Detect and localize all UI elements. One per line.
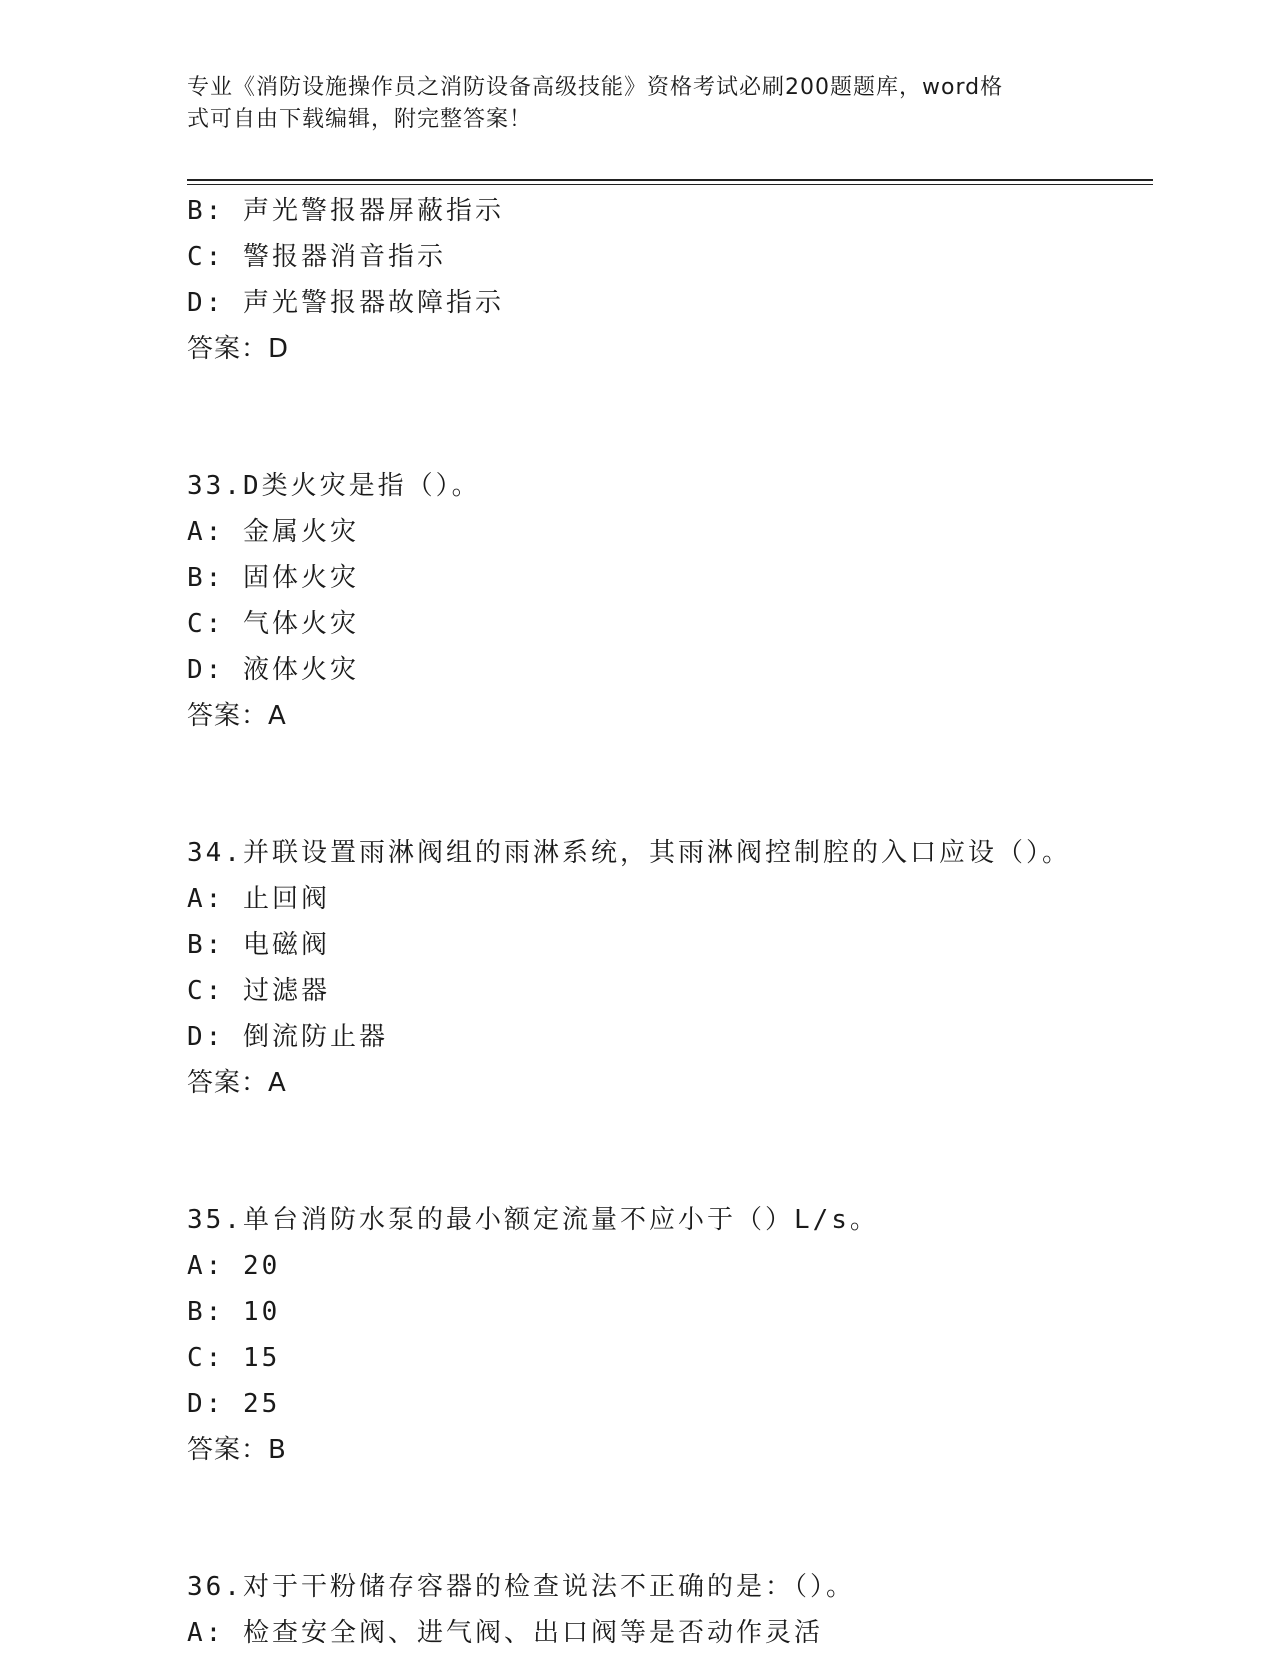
option-b: B: 10	[187, 1297, 281, 1327]
option-a: A: 20	[187, 1251, 281, 1281]
answer-line: 答案：A	[187, 701, 287, 731]
option-c: C: 过滤器	[187, 976, 330, 1006]
option-a: A: 止回阀	[187, 884, 330, 914]
option-c: C: 警报器消音指示	[187, 242, 446, 272]
question-stem: 33.D类火灾是指（）。	[187, 471, 481, 501]
header-line-2: 式可自由下载编辑，附完整答案！	[187, 107, 533, 132]
question-stem: 34.并联设置雨淋阀组的雨淋系统，其雨淋阀控制腔的入口应设（）。	[187, 838, 1071, 868]
header-divider-thin	[187, 184, 1153, 185]
option-a: A: 金属火灾	[187, 517, 359, 547]
option-d: D: 25	[187, 1389, 281, 1419]
answer-line: 答案：D	[187, 334, 290, 364]
option-a: A: 检查安全阀、进气阀、出口阀等是否动作灵活	[187, 1618, 823, 1648]
option-d: D: 倒流防止器	[187, 1022, 388, 1052]
header-line-1: 专业《消防设施操作员之消防设备高级技能》资格考试必刷200题题库，word格	[187, 75, 1004, 100]
question-stem: 36.对于干粉储存容器的检查说法不正确的是：（）。	[187, 1572, 855, 1602]
option-b: B: 电磁阀	[187, 930, 330, 960]
option-d: D: 液体火灾	[187, 655, 359, 685]
document-header	[187, 72, 1067, 136]
answer-line: 答案：B	[187, 1435, 287, 1465]
option-d: D: 声光警报器故障指示	[187, 288, 504, 318]
answer-line: 答案：A	[187, 1068, 287, 1098]
option-c: C: 气体火灾	[187, 609, 359, 639]
question-list	[187, 188, 1147, 1656]
option-c: C: 15	[187, 1343, 281, 1373]
option-b: B: 固体火灾	[187, 563, 359, 593]
option-b: B: 声光警报器屏蔽指示	[187, 196, 504, 226]
header-divider-thick	[187, 179, 1153, 181]
question-stem: 35.单台消防水泵的最小额定流量不应小于（）L/s。	[187, 1205, 879, 1235]
